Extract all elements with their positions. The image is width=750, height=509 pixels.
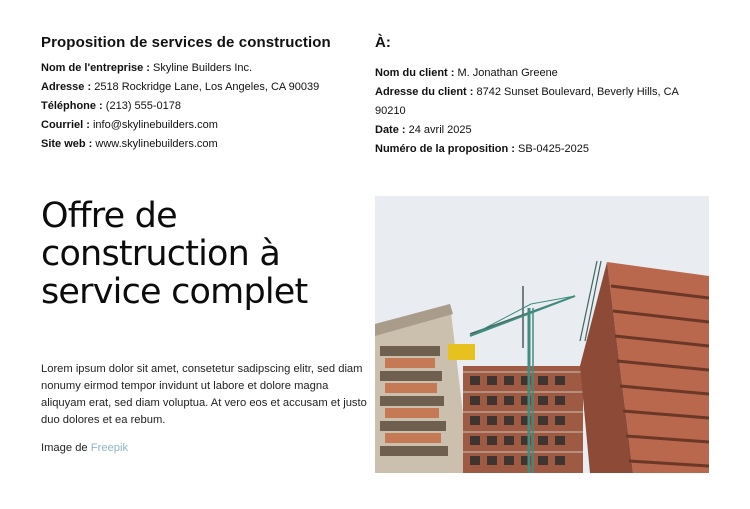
body-paragraph: Lorem ipsum dolor sit amet, consetetur sadipscing elitr, sed diam nonumy eirmod tempor invidunt ut labore et dolore magna aliquyam erat, sed diam voluptua. At vero eos et accusam et justo duo dolores et ea rebum.: [41, 363, 367, 426]
sender-block: [41, 34, 371, 154]
date-value: 24 avril 2025: [408, 124, 472, 136]
sender-title: Proposition de services de construction: [41, 34, 331, 51]
phone-label: Téléphone :: [41, 100, 103, 112]
website-value: www.skylinebuilders.com: [95, 138, 218, 150]
address-line: [41, 78, 371, 97]
construction-illustration: [375, 196, 709, 473]
right-building: [580, 261, 709, 473]
proposal-label: Numéro de la proposition :: [375, 143, 515, 155]
construction-photo: [375, 196, 709, 473]
credit-prefix: Image de: [41, 442, 88, 454]
freepik-link[interactable]: Freepik: [90, 442, 129, 454]
phone-value: (213) 555-0178: [105, 100, 182, 112]
image-credit: [41, 441, 128, 455]
proposal-line: [375, 140, 710, 159]
address-value: 2518 Rockridge Lane, Los Angeles, CA 90039: [94, 81, 320, 93]
middle-building: [463, 366, 583, 473]
email-label: Courriel :: [41, 119, 90, 131]
company-value: Skyline Builders Inc.: [153, 62, 253, 74]
client-value: M. Jonathan Greene: [457, 67, 558, 79]
date-label: Date :: [375, 124, 406, 136]
client-address-line: [375, 83, 710, 121]
phone-line: [41, 97, 371, 116]
company-line: [41, 59, 371, 78]
client-address-value: 8742 Sunset Boulevard, Beverly Hills, CA 90210: [375, 86, 679, 117]
headline: Offre de construction à service complet: [41, 196, 308, 312]
proposal-value: SB-0425-2025: [518, 143, 589, 155]
client-address-label: Adresse du client :: [375, 86, 474, 98]
company-label: Nom de l'entreprise :: [41, 62, 150, 74]
recipient-block: [375, 34, 710, 159]
address-label: Adresse :: [41, 81, 92, 93]
recipient-title: À:: [375, 34, 391, 51]
website-line: [41, 135, 371, 154]
website-label: Site web :: [41, 138, 93, 150]
client-label: Nom du client :: [375, 67, 455, 79]
client-line: [375, 64, 710, 83]
email-value: info@skylinebuilders.com: [92, 119, 218, 131]
email-line: [41, 116, 371, 135]
date-line: [375, 121, 710, 140]
